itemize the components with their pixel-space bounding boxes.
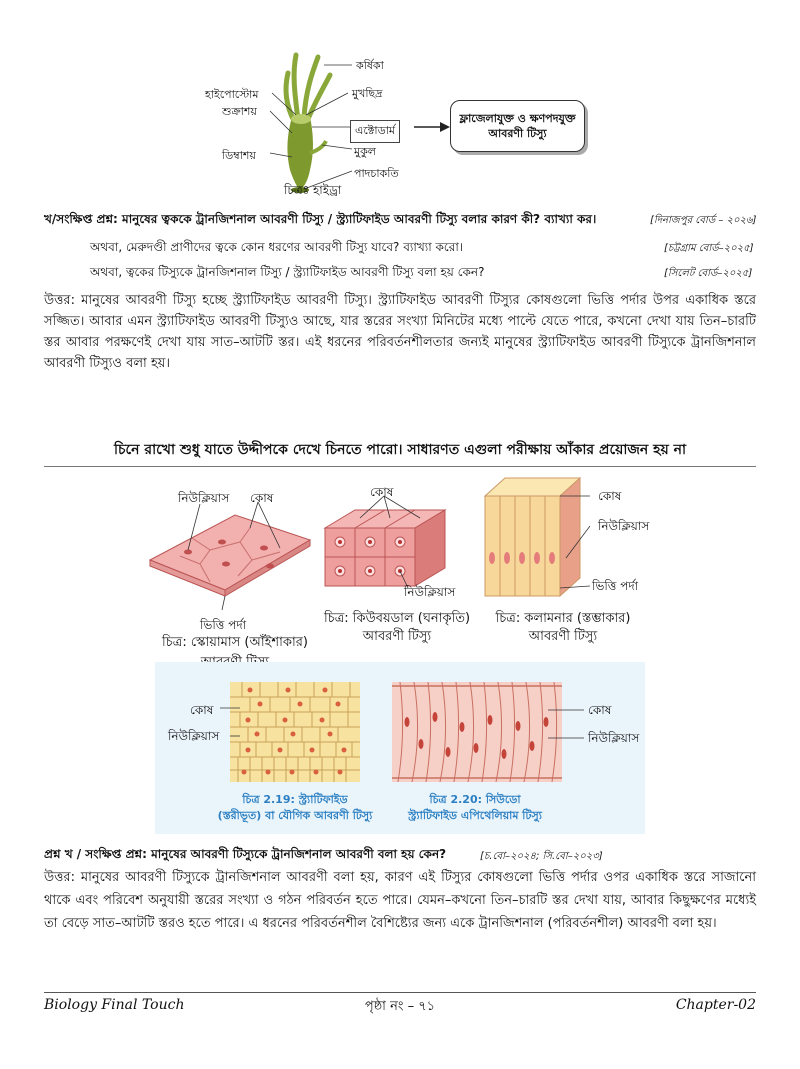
q2-answer: উত্তর: মানুষের আবরণী টিস্যুকে ট্রানজিশনাল আবরণী বলা হয়, কারণ এই টিস্যুর কোষগুলো ভিত্তি পর্দার ওপর একাধিক স্তরে সাজানো থাকে এবং পরিবেশ অনুযায়ী স্তরের সংখ্যা ও গঠন পরিবর্তন হতে পারে। যেমন–কখনো তিন–চারটি স্তর দেখা যায়, আবার কিছুক্ষণের মধ্যেই তা বেড়ে সাত–আটটি স্তরও হতে পারে। এ ধরনের পরিবর্তনশীল বৈশিষ্ট্যের জন্য একে ট্রানজিশনাল (পরিবর্তনশীল) আবরণী বলা হয়। bbox=[44, 870, 756, 931]
stratified-caption-2: (স্তরীভূত) বা যৌগিক আবরণী টিস্যু bbox=[217, 809, 373, 822]
section-heading: চিনে রাখো শুধু যাতে উদ্দীপকে দেখে চিনতে পারো। সাধারণত এগুলা পরীক্ষায় আঁকার প্রয়োজন হয় না bbox=[113, 442, 687, 458]
cuboidal-nucleus-label: নিউক্লিয়াস bbox=[404, 585, 456, 599]
footer-divider bbox=[44, 992, 756, 993]
label-dimbashoy: ডিম্বাশয় bbox=[222, 149, 256, 162]
squamous-caption-1: চিত্র: স্কোয়ামাস (আঁইশাকার) bbox=[162, 635, 308, 650]
columnar-caption-2: আবরণী টিস্যু bbox=[528, 629, 598, 644]
q1-source-3: [সিলেট বোর্ড–২০২৫] bbox=[664, 268, 753, 279]
q1-question: খ/সংক্ষিপ্ত প্রশ্ন: মানুষের ত্বককে ট্রানজিশনাল আবরণী টিস্যু / স্ট্র্যাটিফাইড আবরণী টিস্যু বলার কারণ কী? ব্যাখ্যা কর। bbox=[44, 212, 597, 226]
cuboidal-tissue-illustration bbox=[320, 488, 460, 598]
pseudo-cell-label: কোষ bbox=[588, 703, 612, 717]
label-mukul: মুকুল bbox=[354, 145, 377, 158]
pseudo-pointer-lines bbox=[548, 704, 588, 744]
heading-divider bbox=[44, 466, 756, 467]
pseudo-caption-2: স্ট্র্যাটিফাইড এপিথেলিয়াম টিস্যু bbox=[408, 809, 542, 822]
stratified-caption-1: চিত্র 2.19: স্ট্র্যাটিফাইড bbox=[242, 793, 348, 806]
label-ectoderm: এক্টোডার্ম bbox=[350, 120, 400, 143]
footer-page-number: পৃষ্ঠা নং – ৭১ bbox=[364, 999, 436, 1014]
columnar-tissue-illustration bbox=[480, 468, 590, 603]
footer-chapter: Chapter-02 bbox=[675, 997, 756, 1013]
q1-alt-question-2: অথবা, ত্বকের টিস্যুকে ট্রানজিশনাল টিস্যু / স্ট্র্যাটিফাইড আবরণী টিস্যু বলা হয় কেন? bbox=[90, 265, 485, 279]
q2-source: [চ.বো–২০২৪; সি.বো–২০২৩] bbox=[480, 851, 603, 862]
squamous-nucleus-label: নিউক্লিয়াস bbox=[178, 491, 230, 505]
hydra-tissue-box: ফ্লাজেলাযুক্ত ও ক্ষণপদযুক্ত আবরণী টিস্যু bbox=[450, 100, 585, 152]
q1-source-2: [চট্টগ্রাম বোর্ড–২০২৫] bbox=[664, 243, 754, 254]
pseudo-stratified-illustration bbox=[392, 682, 562, 782]
stratified-tissue-illustration bbox=[230, 682, 360, 782]
columnar-nucleus-label: নিউক্লিয়াস bbox=[598, 519, 650, 533]
q2-question: প্রশ্ন খ / সংক্ষিপ্ত প্রশ্ন: মানুষের আবরণী টিস্যুকে ট্রানজিশনাল আবরণী বলা হয় কেন? bbox=[44, 847, 447, 861]
squamous-cell-label: কোষ bbox=[250, 491, 274, 505]
label-mukhchhidra: মুখছিদ্র bbox=[352, 87, 383, 100]
q1-source-1: [দিনাজপুর বোর্ড – ২০২৬] bbox=[650, 215, 757, 226]
stratified-cell-label: কোষ bbox=[190, 703, 214, 717]
cuboidal-caption-2: আবরণী টিস্যু bbox=[362, 629, 432, 644]
footer-book-title: Biology Final Touch bbox=[44, 997, 185, 1013]
squamous-basement-label: ভিত্তি পর্দা bbox=[200, 618, 247, 632]
columnar-caption-1: চিত্র: কলামনার (স্তম্ভাকার) bbox=[495, 611, 631, 626]
label-padchakti: পাদচাকতি bbox=[354, 167, 399, 180]
stratified-nucleus-label: নিউক্লিয়াস bbox=[168, 729, 220, 743]
label-shukrashoy: শুক্রাশয় bbox=[222, 105, 257, 118]
columnar-cell-label: কোষ bbox=[598, 489, 622, 503]
squamous-tissue-illustration bbox=[140, 490, 320, 610]
q1-answer: উত্তর: মানুষের আবরণী টিস্যু হচ্ছে স্ট্র্যাটিফাইড আবরণী টিস্যু। স্ট্র্যাটিফাইড আবরণী টিস্যুর কোষগুলো ভিত্তি পর্দার উপর একাধিক স্তরে সজ্জিত। আবার এমন স্ট্র্যাটিফাইড আবরণী টিস্যুও আছে, যার স্তরের সংখ্যা মিনিটের মধ্যে পাল্টে যেতে পারে, কখনো দেখা যায় তিন–চারটি স্তর আবার পরক্ষণেই দেখা যায় সাত–আটটি স্তর। এই ধরনের পরিবর্তনশীলতার জন্যই মানুষের স্ট্র্যাটিফাইড আবরণী টিস্যুকে ট্রানজিশনাল আবরণী টিস্যুও বলা হয়। bbox=[44, 293, 756, 371]
columnar-basement-label: ভিত্তি পর্দা bbox=[592, 579, 639, 593]
cuboidal-cell-label: কোষ bbox=[370, 485, 394, 499]
q1-alt-question-1: অথবা, মেরুদণ্ডী প্রাণীদের ত্বকে কোন ধরণের আবরণী টিস্যু যাবে? ব্যাখ্যা করো। bbox=[90, 240, 464, 254]
pseudo-caption-1: চিত্র 2.20: সিউডো bbox=[429, 793, 521, 806]
cuboidal-caption-1: চিত্র: কিউবয়ডাল (ঘনাকৃতি) bbox=[323, 611, 471, 626]
label-hypostome: হাইপোস্টোম bbox=[205, 88, 259, 101]
label-karshika: কর্ষিকা bbox=[356, 59, 384, 72]
pseudo-nucleus-label: নিউক্লিয়াস bbox=[588, 731, 640, 745]
hydra-caption: চিত্রঃ হাইড্রা bbox=[284, 183, 342, 197]
